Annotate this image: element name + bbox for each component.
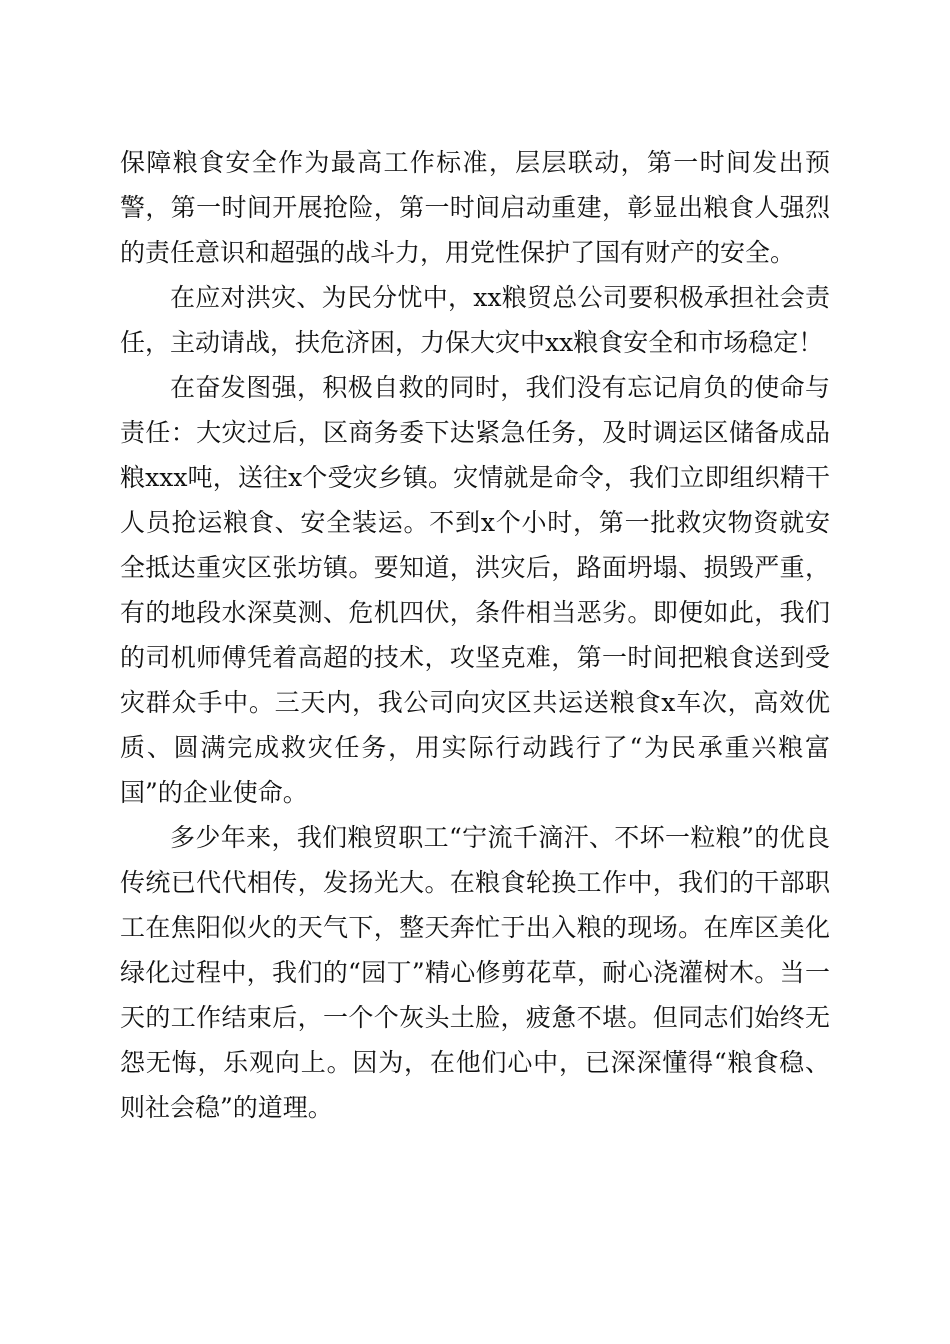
paragraph-flood-response: 在应对洪灾、为民分忧中，xx粮贸总公司要积极承担社会责任，主动请战，扶危济困，力保大灾中xx粮食安全和市场稳定！ — [120, 283, 830, 357]
paragraph-continuation: 保障粮食安全作为最高工作标准，层层联动，第一时间发出预警，第一时间开展抢险，第一时间启动重建，彰显出粮食人强烈的责任意识和超强的战斗力，用党性保护了国有财产的安全。 — [120, 148, 830, 267]
paragraph-tradition: 多少年来，我们粮贸职工“宁流千滴汗、不坏一粒粮”的优良传统已代代相传，发扬光大。在粮食轮换工作中，我们的干部职工在焦阳似火的天气下，整天奔忙于出入粮的现场。在库区美化绿化过程中，我们的“园丁”精心修剪花草，耐心浇灌树木。当一天的工作结束后，一个个灰头土脸，疲惫不堪。但同志们始终无怨无悔，乐观向上。因为，在他们心中，已深深懂得“粮食稳、则社会稳”的道理。 — [120, 823, 830, 1122]
document-body — [120, 140, 830, 1130]
paragraph-relief-mission: 在奋发图强，积极自救的同时，我们没有忘记肩负的使命与责任：大灾过后，区商务委下达紧急任务，及时调运区储备成品粮xxx吨，送往x个受灾乡镇。灾情就是命令，我们立即组织精干人员抢运粮食、安全装运。不到x个小时，第一批救灾物资就安全抵达重灾区张坊镇。要知道，洪灾后，路面坍塌、损毁严重，有的地段水深莫测、危机四伏，条件相当恶劣。即便如此，我们的司机师傅凭着高超的技术，攻坚克难，第一时间把粮食送到受灾群众手中。三天内，我公司向灾区共运送粮食x车次，高效优质、圆满完成救灾任务，用实际行动践行了“为民承重兴粮富国”的企业使命。 — [120, 373, 830, 807]
